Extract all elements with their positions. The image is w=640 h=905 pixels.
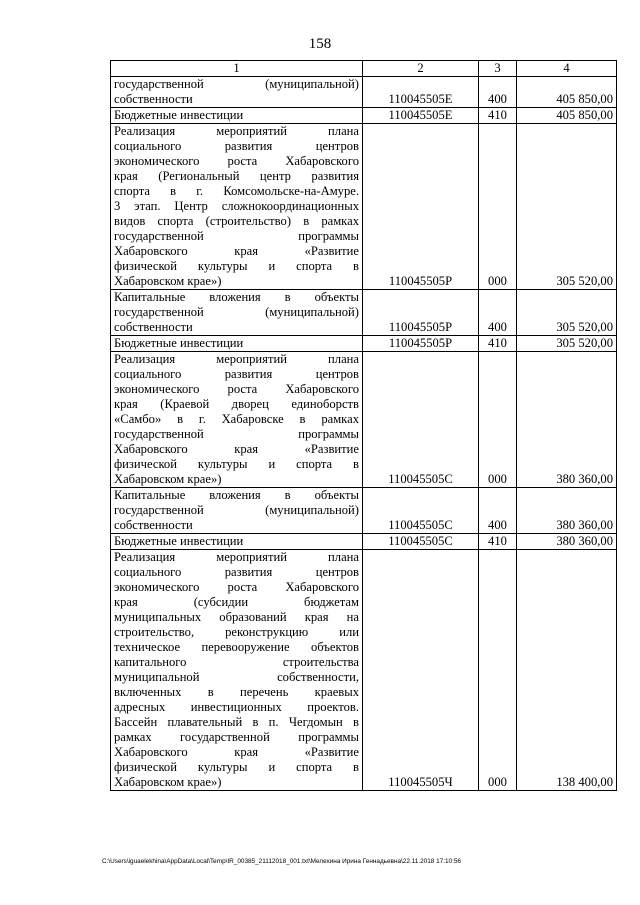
- row-name-line: включенных в перечень краевых: [114, 685, 359, 699]
- row-name-cell: [111, 488, 363, 534]
- row-name-line: Хабаровского края «Развитие: [114, 442, 359, 456]
- row-code-cell: 110045505Е: [363, 77, 479, 108]
- row-name-line: рамках государственной программы: [114, 730, 359, 744]
- row-name-cell: [111, 108, 363, 124]
- row-name-line: Капитальные вложения в объекты: [114, 290, 359, 304]
- row-name-cell: [111, 77, 363, 108]
- row-name-cell: [111, 336, 363, 352]
- row-name-line: Хабаровском крае»): [114, 274, 222, 288]
- row-name-line: муниципальной собственности,: [114, 670, 359, 684]
- row-type-cell: 410: [479, 336, 517, 352]
- row-name-line: строительство, реконструкцию или: [114, 625, 359, 639]
- row-name-line: Бюджетные инвестиции: [114, 108, 244, 122]
- table-row: [111, 352, 617, 488]
- row-code-cell: 110045505Р: [363, 290, 479, 336]
- row-name-line: Хабаровского края «Развитие: [114, 745, 359, 759]
- row-type-cell: 400: [479, 77, 517, 108]
- table-row: [111, 336, 617, 352]
- row-name-line: государственной (муниципальной): [114, 305, 359, 319]
- row-name-line: края (Краевой дворец единоборств: [114, 397, 359, 411]
- row-type-cell: 000: [479, 550, 517, 791]
- row-name-line: Реализация мероприятий плана: [114, 124, 359, 138]
- row-name-line: Реализация мероприятий плана: [114, 352, 359, 366]
- row-name-line: капитального строительства: [114, 655, 359, 669]
- row-sum-cell: 405 850,00: [517, 77, 617, 108]
- row-name-line: Хабаровском крае»): [114, 472, 222, 486]
- row-name-cell: [111, 352, 363, 488]
- header-col-2: 2: [363, 61, 479, 77]
- row-sum-cell: 305 520,00: [517, 290, 617, 336]
- row-sum-cell: 305 520,00: [517, 124, 617, 290]
- row-name-line: государственной (муниципальной): [114, 77, 359, 91]
- row-name-line: физической культуры и спорта в: [114, 760, 359, 774]
- row-name-line: государственной программы: [114, 427, 359, 441]
- row-name-line: собственности: [114, 320, 193, 334]
- row-name-line: Бюджетные инвестиции: [114, 336, 244, 350]
- table-body: [111, 77, 617, 791]
- table-row: [111, 124, 617, 290]
- row-name-line: Хабаровском крае»): [114, 775, 222, 789]
- row-type-cell: 000: [479, 124, 517, 290]
- row-name-line: собственности: [114, 92, 193, 106]
- row-code-cell: 110045505Р: [363, 124, 479, 290]
- row-sum-cell: 305 520,00: [517, 336, 617, 352]
- row-name-cell: [111, 550, 363, 791]
- row-code-cell: 110045505С: [363, 534, 479, 550]
- row-name-line: Бассейн плавательный в п. Чегдомын в: [114, 715, 359, 729]
- row-name-line: «Самбо» в г. Хабаровске в рамках: [114, 412, 359, 426]
- row-name-line: муниципальных образований края на: [114, 610, 359, 624]
- row-code-cell: 110045505С: [363, 488, 479, 534]
- row-sum-cell: 138 400,00: [517, 550, 617, 791]
- file-path-footer: C:\Users\iguaelekhina\AppData\Local\Temp\IR_00385_21112018_001.txt\Мелехина Ирина Геннадьевна\22.11.2018 17:10:56: [102, 858, 461, 865]
- table-row: [111, 550, 617, 791]
- row-name-line: экономического роста Хабаровского: [114, 154, 359, 168]
- row-name-line: Бюджетные инвестиции: [114, 534, 244, 548]
- row-name-line: физической культуры и спорта в: [114, 259, 359, 273]
- row-type-cell: 000: [479, 352, 517, 488]
- table-row: [111, 77, 617, 108]
- table-row: [111, 108, 617, 124]
- row-name-line: спорта в г. Комсомольске-на-Амуре.: [114, 184, 359, 198]
- page-number: 158: [308, 36, 332, 52]
- row-name-line: 3 этап. Центр сложнокоординационных: [114, 199, 359, 213]
- row-name-cell: [111, 124, 363, 290]
- row-name-line: Капитальные вложения в объекты: [114, 488, 359, 502]
- row-type-cell: 400: [479, 290, 517, 336]
- row-type-cell: 400: [479, 488, 517, 534]
- row-type-cell: 410: [479, 108, 517, 124]
- row-name-line: видов спорта (строительство) в рамках: [114, 214, 359, 228]
- row-name-line: социального развития центров: [114, 139, 359, 153]
- row-name-line: государственной (муниципальной): [114, 503, 359, 517]
- row-name-cell: [111, 290, 363, 336]
- row-name-line: физической культуры и спорта в: [114, 457, 359, 471]
- row-name-line: государственной программы: [114, 229, 359, 243]
- row-sum-cell: 405 850,00: [517, 108, 617, 124]
- row-name-line: адресных инвестиционных проектов.: [114, 700, 359, 714]
- row-name-line: Хабаровского края «Развитие: [114, 244, 359, 258]
- header-col-3: 3: [479, 61, 517, 77]
- table-header-row: [111, 61, 617, 77]
- row-name-line: социального развития центров: [114, 367, 359, 381]
- header-col-1: 1: [111, 61, 363, 77]
- row-sum-cell: 380 360,00: [517, 352, 617, 488]
- row-name-line: социального развития центров: [114, 565, 359, 579]
- row-name-line: техническое перевооружение объектов: [114, 640, 359, 654]
- row-name-line: Реализация мероприятий плана: [114, 550, 359, 564]
- table-row: [111, 534, 617, 550]
- row-type-cell: 410: [479, 534, 517, 550]
- row-name-line: экономического роста Хабаровского: [114, 580, 359, 594]
- row-code-cell: 110045505Р: [363, 336, 479, 352]
- row-code-cell: 110045505С: [363, 352, 479, 488]
- row-sum-cell: 380 360,00: [517, 534, 617, 550]
- row-code-cell: 110045505Е: [363, 108, 479, 124]
- row-name-cell: [111, 534, 363, 550]
- budget-table: [110, 60, 617, 791]
- table-row: [111, 488, 617, 534]
- header-col-4: 4: [517, 61, 617, 77]
- row-code-cell: 110045505Ч: [363, 550, 479, 791]
- row-name-line: собственности: [114, 518, 193, 532]
- row-sum-cell: 380 360,00: [517, 488, 617, 534]
- row-name-line: края (Региональный центр развития: [114, 169, 359, 183]
- table-row: [111, 290, 617, 336]
- row-name-line: экономического роста Хабаровского: [114, 382, 359, 396]
- row-name-line: края (субсидии бюджетам: [114, 595, 359, 609]
